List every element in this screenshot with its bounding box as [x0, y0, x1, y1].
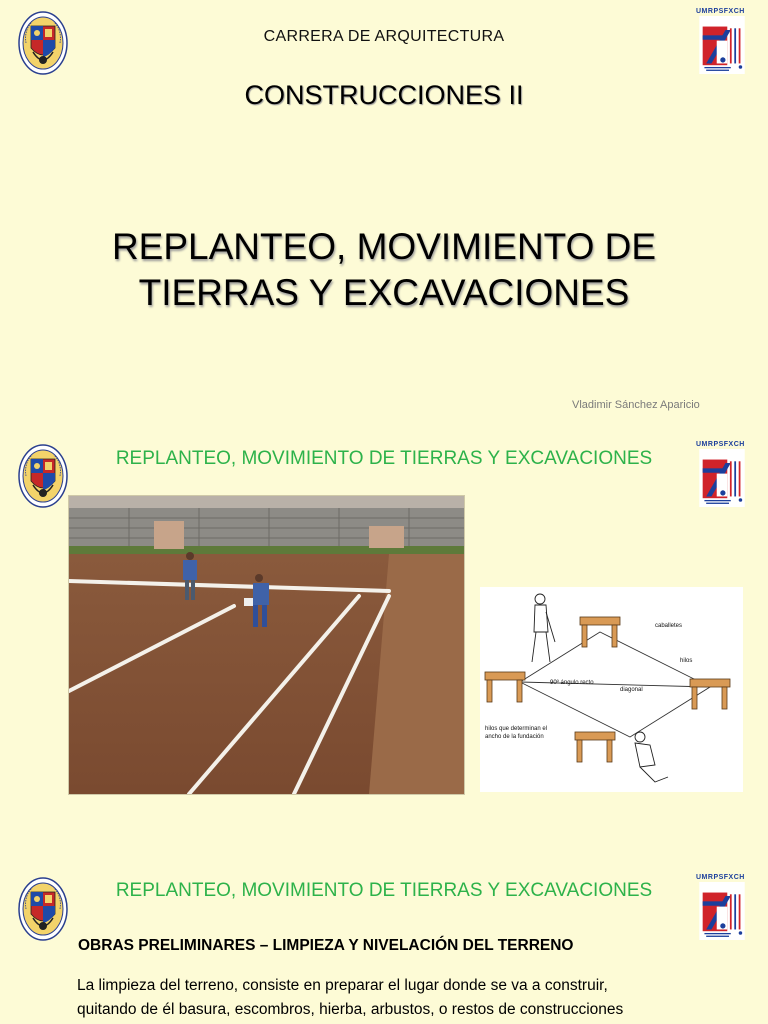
body-line-1: La limpieza del terreno, consiste en preparar el lugar donde se va a construir, [77, 977, 608, 994]
label-diagonal: diagonal [620, 687, 643, 693]
faculty-logo-text: UMRPSFXCH [696, 441, 745, 448]
body-line-2: quitando de él basura, escombros, hierba, arbustos, o restos de construcciones [77, 1001, 624, 1018]
course-title: CONSTRUCCIONES II [244, 80, 524, 110]
label-hilos: hilos [680, 658, 693, 664]
faculty-logo-text: UMRPSFXCH [696, 874, 745, 881]
body-paragraph [77, 974, 707, 1022]
slide-title: REPLANTEO, MOVIMIENTO DE TIERRAS Y EXCAVACIONES [115, 880, 653, 901]
preliminary-works-slide [0, 864, 768, 1024]
label-hilos-fundacion-2: ancho de la fundación [485, 734, 544, 740]
title-line-1: REPLANTEO, MOVIMIENTO DE [111, 226, 657, 267]
author-name: Vladimir Sánchez Aparicio [572, 399, 700, 411]
faculty-logo-text: UMRPSFXCH [696, 8, 745, 15]
slide-title: REPLANTEO, MOVIMIENTO DE TIERRAS Y EXCAVACIONES [115, 448, 653, 469]
layout-slide [0, 432, 768, 864]
label-angulo: 90º ángulo recto [550, 680, 594, 686]
layout-sketch-diagram [480, 587, 743, 792]
section-heading: OBRAS PRELIMINARES – LIMPIEZA Y NIVELACIÓN DEL TERRENO [78, 937, 574, 954]
label-caballetes: caballetes [655, 623, 683, 629]
site-staking-photo [68, 495, 465, 795]
label-hilos-fundacion-1: hilos que determinan el [485, 726, 548, 732]
title-line-2: TIERRAS Y EXCAVACIONES [138, 272, 630, 313]
title-slide [0, 0, 768, 432]
presentation-title [0, 224, 768, 316]
career-name: CARRERA DE ARQUITECTURA [263, 28, 505, 45]
